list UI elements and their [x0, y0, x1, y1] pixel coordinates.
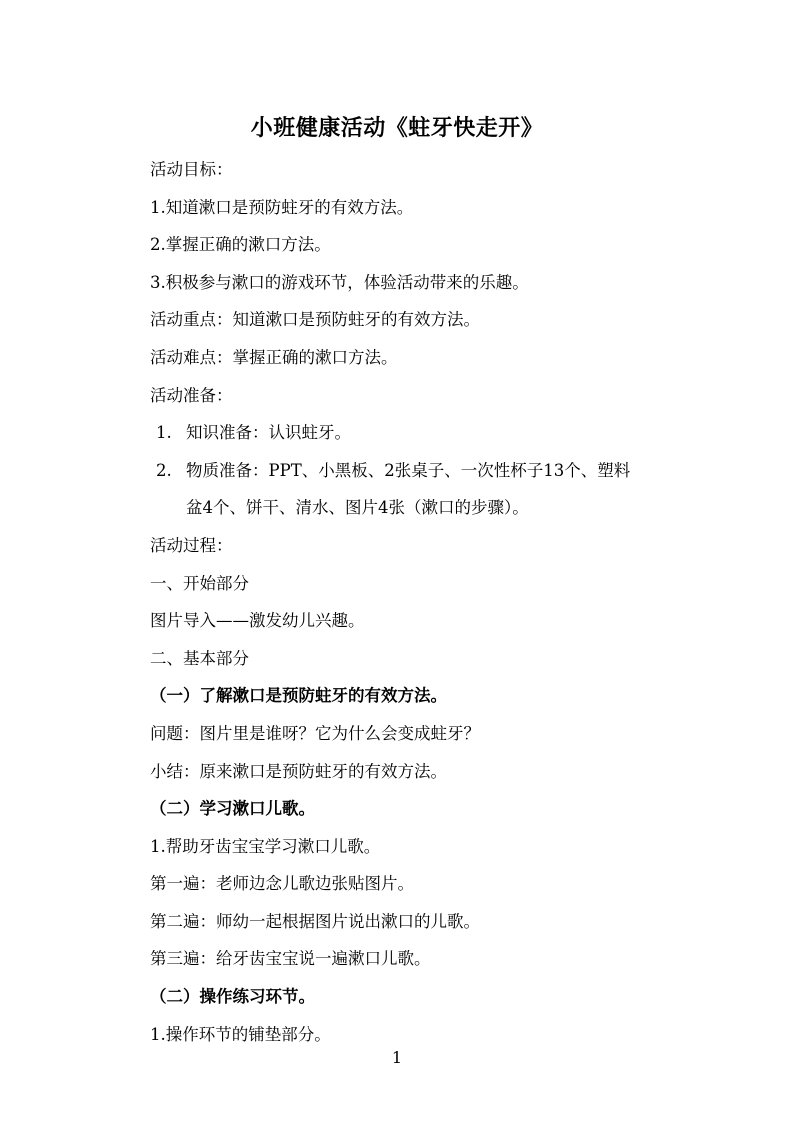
document-title: 小班健康活动《蛀牙快走开》	[250, 115, 544, 141]
section-heading: 二、基本部分	[150, 648, 249, 668]
summary-text: 小结：原来漱口是预防蛀牙的有效方法。	[150, 761, 447, 781]
prep-item-text: 知识准备：认识蛀牙。	[186, 423, 351, 443]
goal-item: 2.掌握正确的漱口方法。	[150, 235, 331, 255]
prep-item-number: 2.	[156, 460, 172, 480]
round-text: 第二遍：师幼一起根据图片说出漱口的儿歌。	[150, 911, 480, 931]
difficulty-point: 活动难点：掌握正确的漱口方法。	[150, 347, 398, 367]
prep-heading: 活动准备：	[150, 385, 233, 405]
round-text: 第一遍：老师边念儿歌边张贴图片。	[150, 874, 414, 894]
prep-item-number: 1.	[156, 423, 172, 443]
key-point: 活动重点：知道漱口是预防蛀牙的有效方法。	[150, 310, 480, 330]
prep-item	[150, 414, 710, 452]
subsection-heading: （一）了解漱口是预防蛀牙的有效方法。	[150, 686, 447, 706]
section-text: 图片导入——激发幼儿兴趣。	[150, 611, 365, 631]
subsection-heading: （二）操作练习环节。	[150, 987, 315, 1007]
document-body	[150, 151, 710, 1053]
round-text: 第三遍：给牙齿宝宝说一遍漱口儿歌。	[150, 949, 431, 969]
prep-item	[150, 452, 710, 490]
process-heading: 活动过程：	[150, 535, 233, 555]
section-heading: 一、开始部分	[150, 573, 249, 593]
goals-heading: 活动目标：	[150, 160, 233, 179]
goal-item: 3.积极参与漱口的游戏环节，体验活动带来的乐趣。	[150, 272, 529, 292]
question-text: 问题：图片里是谁呀？它为什么会变成蛀牙？	[150, 723, 480, 743]
subsection-heading: （二）学习漱口儿歌。	[150, 799, 315, 819]
step-text: 1.帮助牙齿宝宝学习漱口儿歌。	[150, 836, 381, 856]
step-text: 1.操作环节的铺垫部分。	[150, 1024, 331, 1044]
prep-item-text: 物质准备：PPT、小黑板、2张桌子、一次性杯子13个、塑料	[186, 460, 631, 480]
page-number: 1	[391, 1048, 403, 1067]
prep-item-continuation: 盆4个、饼干、清水、图片4张（漱口的步骤）。	[186, 498, 529, 518]
goal-item: 1.知道漱口是预防蛀牙的有效方法。	[150, 197, 414, 217]
